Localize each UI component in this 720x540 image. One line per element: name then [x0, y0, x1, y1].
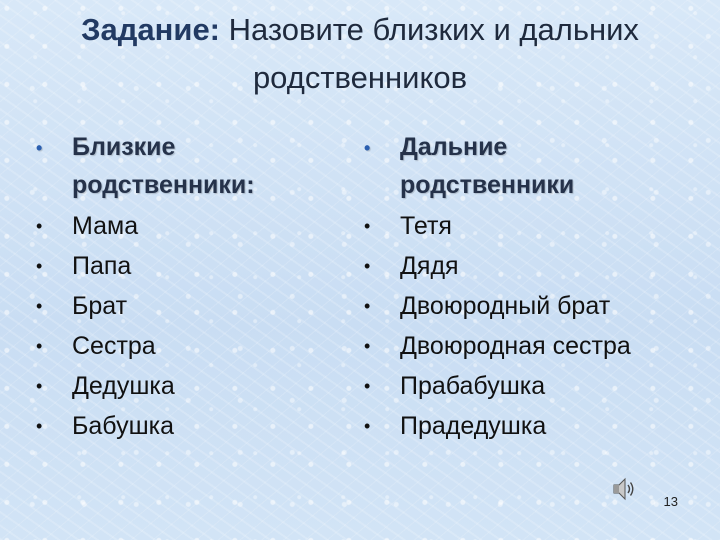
bullet: •: [36, 296, 43, 316]
bullet: •: [364, 416, 371, 436]
list-item-text: Папа: [72, 252, 132, 280]
close-relatives-heading-text: Близкие родственники:: [72, 133, 255, 199]
list-item-text: Прабабушка: [400, 372, 546, 400]
list-item-text: Тетя: [400, 212, 452, 240]
title-text: Назовите близких и дальних родственников: [220, 12, 639, 95]
title-lead: Задание:: [81, 12, 221, 47]
list-item: [36, 326, 336, 366]
bullet: •: [364, 296, 371, 316]
list-item-text: Двоюродная сестра: [400, 332, 631, 360]
list-item: [36, 246, 336, 286]
list-item: [364, 366, 684, 406]
list-item: [364, 406, 684, 446]
list-item: [364, 206, 684, 246]
distant-relatives-heading-text: Дальние родственники: [400, 133, 575, 199]
list-item: [36, 286, 336, 326]
distant-relatives-column: [364, 128, 684, 446]
distant-relatives-heading: [364, 128, 684, 204]
bullet: •: [36, 138, 43, 158]
list-item-text: Мама: [72, 212, 139, 240]
slide-title: [60, 6, 660, 102]
close-relatives-heading: [36, 128, 336, 204]
page-number: 13: [663, 494, 678, 509]
close-relatives-column: [36, 128, 336, 446]
bullet: •: [364, 376, 371, 396]
list-item-text: Двоюродный брат: [400, 292, 611, 320]
list-item-text: Бабушка: [72, 412, 175, 440]
list-item-text: Дедушка: [72, 372, 175, 400]
bullet: •: [364, 256, 371, 276]
speaker-icon[interactable]: [611, 476, 637, 502]
list-item-text: Брат: [72, 292, 128, 320]
bullet: •: [36, 376, 43, 396]
list-item-text: Дядя: [400, 252, 459, 280]
bullet: •: [36, 416, 43, 436]
list-item: [36, 366, 336, 406]
list-item-text: Прадедушка: [400, 412, 547, 440]
list-item: [36, 406, 336, 446]
close-relatives-list: [36, 128, 336, 446]
bullet: •: [36, 336, 43, 356]
bullet: •: [364, 138, 371, 158]
bullet: •: [364, 336, 371, 356]
list-item: [364, 326, 684, 366]
list-item: [36, 206, 336, 246]
bullet: •: [36, 256, 43, 276]
list-item: [364, 286, 684, 326]
bullet: •: [364, 216, 371, 236]
list-item-text: Сестра: [72, 332, 156, 360]
distant-relatives-list: [364, 128, 684, 446]
list-item: [364, 246, 684, 286]
bullet: •: [36, 216, 43, 236]
